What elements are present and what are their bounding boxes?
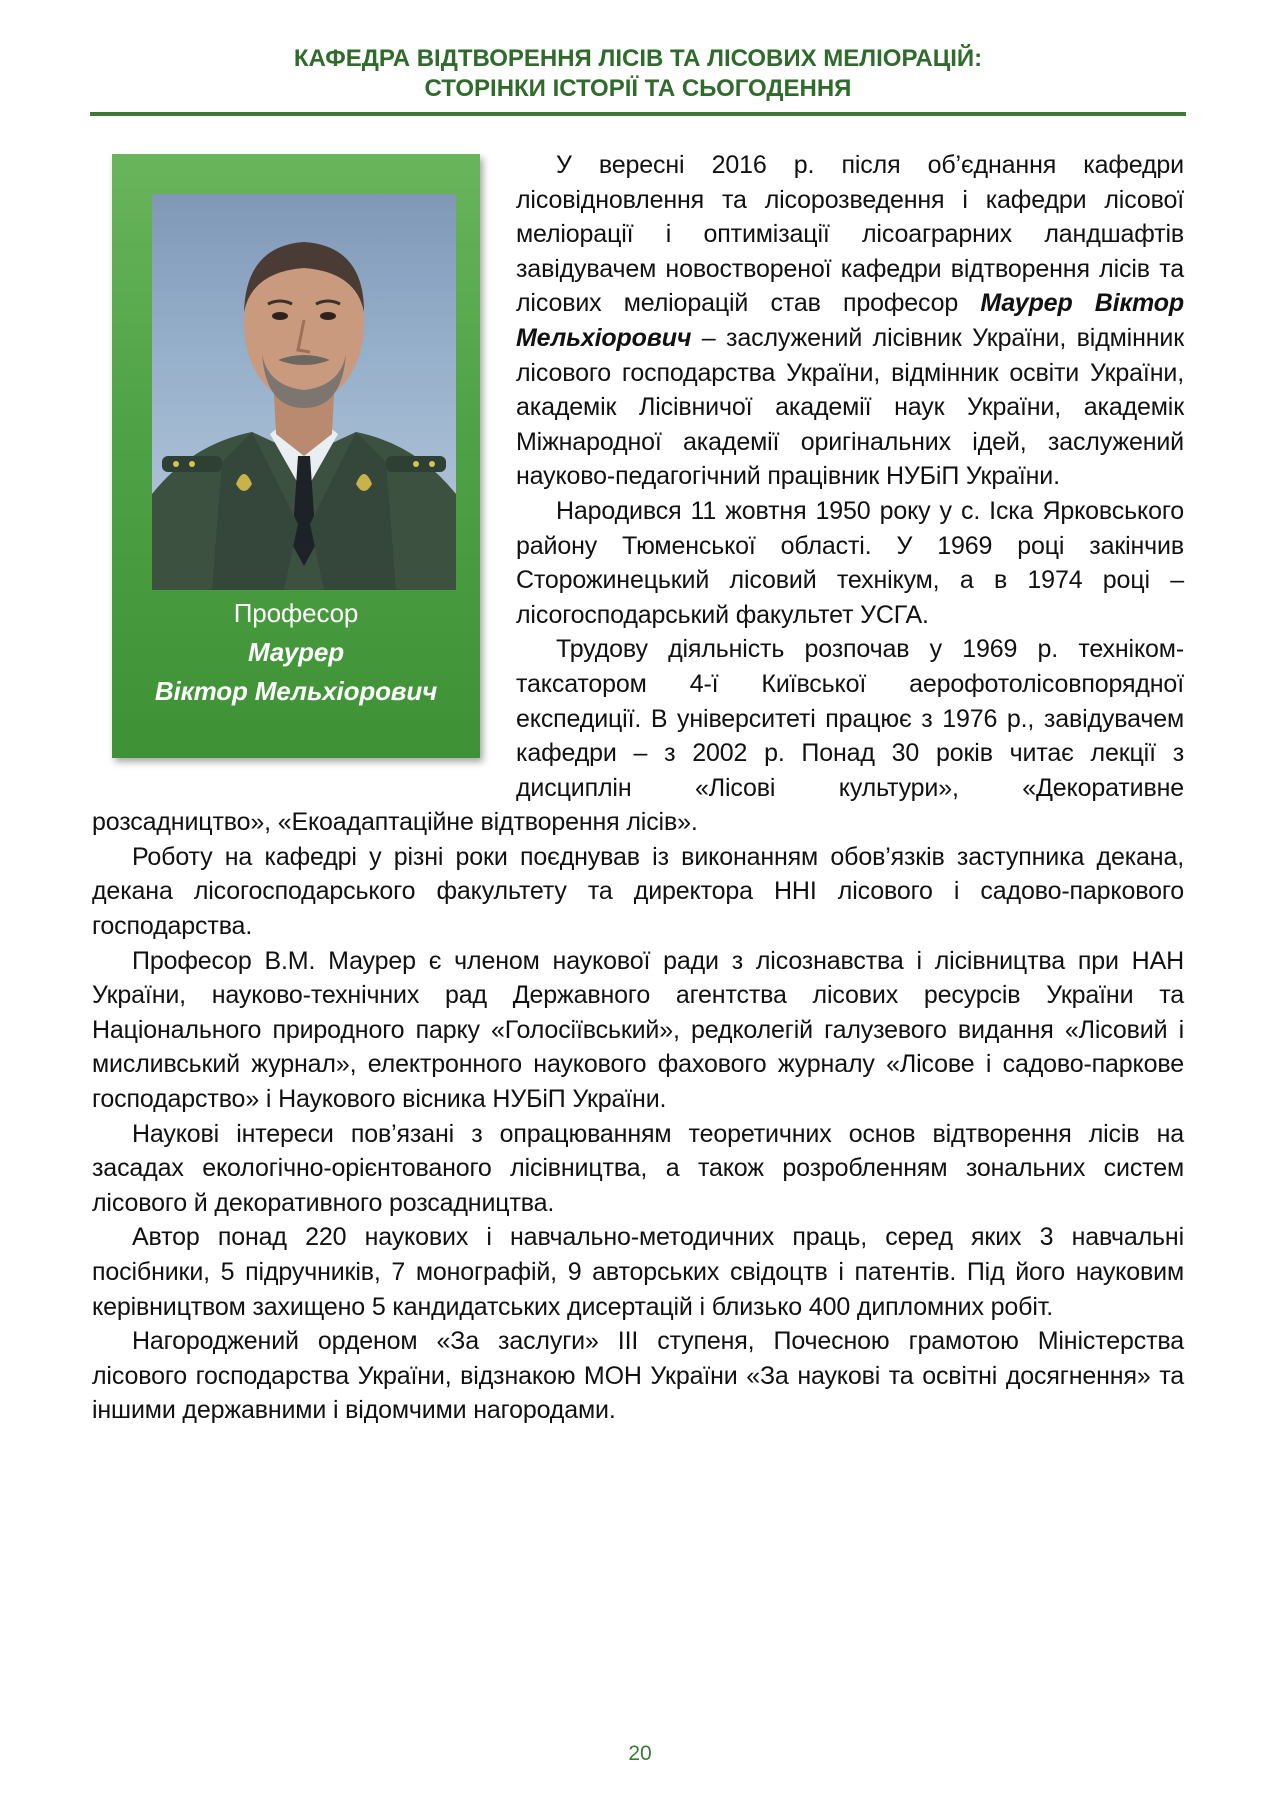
portrait-card [112, 154, 480, 758]
header-title-line2: СТОРІНКИ ІСТОРІЇ ТА СЬОГОДЕННЯ [424, 75, 852, 102]
paragraph-awards: Нагороджений орденом «За заслуги» III ступеня, Почесною грамотою Міністерства лісового господарства України, відзнакою МОН України «За наукові та освітні досягнення» та іншими державними і відомчими нагородами. [92, 1327, 1184, 1425]
paragraph-appointment-lead: У вересні 2016 р. після об’єднання кафедри лісовідновлення та лісорозведення і кафедри лісової меліорації і оптимізації лісоаграрних ландшафтів завідувачем новоствореної кафедри відтворення лісів та лісових меліорацій став професор [516, 151, 1184, 318]
paragraph-career: Трудову діяльність розпочав у 1969 р. техніком-таксатором 4-ї Київської аерофотолісовпорядної експедиції. В університеті працює з 1976 р., завідувачем кафедри – з 2002 р. Понад 30 років читає лекції з дисциплін «Лісові культури», «Декоративне розсадництво», «Екоадаптаційне відтворення лісів». [92, 635, 1184, 837]
caption-full-name: Віктор Мельхіорович [154, 676, 438, 706]
paragraph-biography: Народився 11 жовтня 1950 року у с. Іска Ярковського району Тюменської області. У 1969 році закінчив Сторожинецький лісовий технікум, а в 1974 році – лісогосподарський факультет УСГА. [516, 496, 1184, 629]
portrait-caption [112, 594, 480, 711]
header-divider [90, 112, 1186, 116]
caption-surname: Маурер [248, 637, 344, 667]
paragraph-publications: Автор понад 220 наукових і навчально-методичних праць, серед яких 3 навчальні посібники, 5 підручників, 7 монографій, 9 авторських свідоцтв і патентів. Під його науковим керівництвом захищено 5 кандидатських дисертацій і близько 400 дипломних робіт. [92, 1223, 1184, 1321]
portrait-illustration [152, 194, 456, 590]
paragraph-research-interests: Наукові інтереси пов’язані з опрацюванням теоретичних основ відтворення лісів на засадах екологічно-орієнтованого лісівництва, а також розробленням зональних систем лісового й декоративного розсадництва. [92, 1119, 1184, 1217]
header-title-line1: КАФЕДРА ВІДТВОРЕННЯ ЛІСІВ ТА ЛІСОВИХ МЕЛІОРАЦІЙ: [293, 45, 983, 72]
professor-name: Маурер Віктор Мельхіорович [516, 289, 1185, 352]
paragraph-memberships: Професор В.М. Маурер є членом наукової ради з лісознавства і лісівництва при НАН України, науково-технічних рад Державного агентства лісових ресурсів України та Національного природного парку «Голосіївський», редколегій галузевого видання «Лісовий і мисливський журнал», електронного наукового фахового журналу «Лісове і садово-паркове господарство» і Наукового вісника НУБіП України. [92, 946, 1184, 1114]
page-header [90, 44, 1186, 104]
page-number: 20 [628, 1742, 652, 1765]
paragraph-administration: Роботу на кафедрі у різні роки поєднував із виконанням обов’язків заступника декана, декана лісогосподарського факультету та директора ННІ лісового і садово-паркового господарства. [92, 842, 1184, 941]
portrait-photo [152, 194, 456, 590]
paragraph-appointment-tail: – заслужений лісівник України, відмінник лісового господарства України, відмінник освіти України, академік Лісівничої академії наук України, академік Міжнародної академії оригінальних ідей, заслужений науково-педагогічний працівник НУБіП України. [516, 323, 1184, 491]
article-body [92, 148, 1184, 1428]
caption-title: Професор [233, 598, 359, 628]
